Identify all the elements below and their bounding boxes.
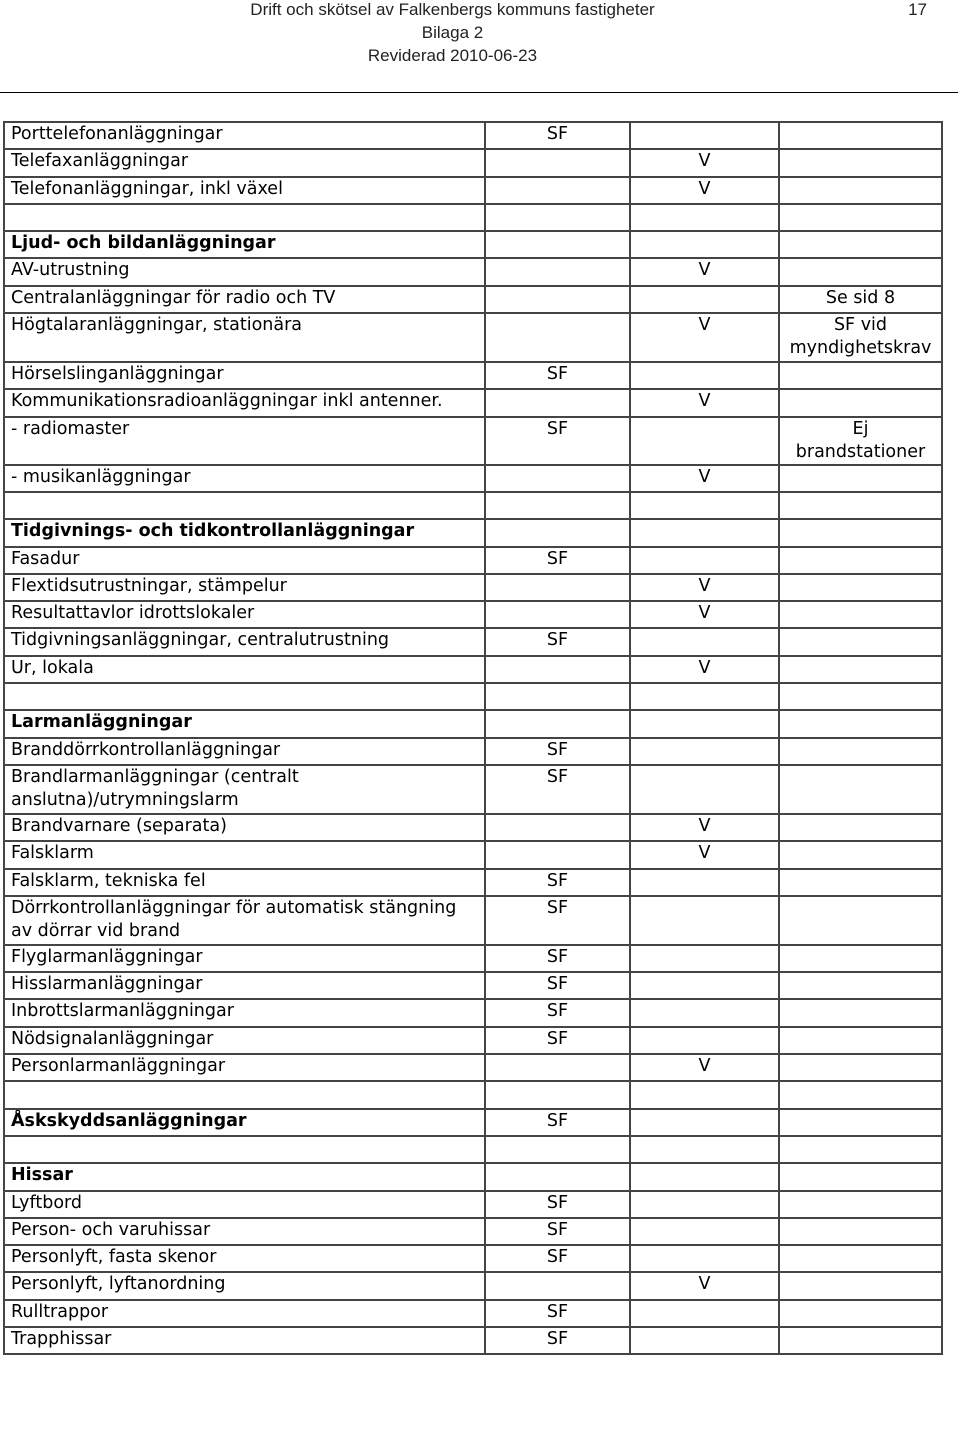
note-cell (779, 945, 942, 972)
note-cell (779, 999, 942, 1026)
table-row (4, 547, 942, 574)
sf-cell: SF (485, 972, 630, 999)
item-name-cell (4, 683, 485, 710)
item-name-cell (4, 492, 485, 519)
sf-cell: SF (485, 1218, 630, 1245)
sf-cell: SF (485, 765, 630, 814)
item-name-cell: Brandvarnare (separata) (4, 814, 485, 841)
v-cell (630, 1081, 779, 1108)
item-name-cell: Hissar (4, 1163, 485, 1190)
item-name-cell: Åskskyddsanläggningar (4, 1109, 485, 1136)
item-name-cell (4, 1136, 485, 1163)
item-name-cell (4, 1081, 485, 1108)
note-cell (779, 683, 942, 710)
item-name-cell: Telefaxanläggningar (4, 149, 485, 176)
note-cell (779, 628, 942, 655)
v-cell: V (630, 177, 779, 204)
note-cell (779, 122, 942, 149)
item-name-cell: Personlyft, fasta skenor (4, 1245, 485, 1272)
table-row (4, 1081, 942, 1108)
note-cell (779, 204, 942, 231)
table-row (4, 1027, 942, 1054)
sf-cell (485, 204, 630, 231)
sf-cell (485, 1081, 630, 1108)
item-name-cell: Falsklarm (4, 841, 485, 868)
v-cell: V (630, 149, 779, 176)
v-cell (630, 945, 779, 972)
table-row (4, 492, 942, 519)
table-row (4, 1136, 942, 1163)
note-cell (779, 841, 942, 868)
table-row (4, 1054, 942, 1081)
table-row (4, 896, 942, 945)
item-name-cell: Rulltrappor (4, 1300, 485, 1327)
table-row (4, 945, 942, 972)
table-row (4, 1245, 942, 1272)
table-row (4, 389, 942, 416)
sf-cell: SF (485, 1191, 630, 1218)
v-cell (630, 1245, 779, 1272)
sf-cell: SF (485, 628, 630, 655)
table-row (4, 574, 942, 601)
note-cell (779, 656, 942, 683)
note-cell (779, 1027, 942, 1054)
sf-cell: SF (485, 738, 630, 765)
v-cell: V (630, 814, 779, 841)
note-cell (779, 1300, 942, 1327)
table-row (4, 1109, 942, 1136)
sf-cell (485, 656, 630, 683)
table-row (4, 122, 942, 149)
note-cell (779, 1054, 942, 1081)
table-body (4, 122, 942, 1354)
revision-date: Reviderad 2010-06-23 (367, 46, 538, 65)
sf-cell (485, 231, 630, 258)
note-cell (779, 1272, 942, 1299)
item-name-cell: Nödsignalanläggningar (4, 1027, 485, 1054)
v-cell (630, 1109, 779, 1136)
sf-cell (485, 814, 630, 841)
document-title: Drift och skötsel av Falkenbergs kommuns fastigheter (250, 0, 655, 19)
responsibility-table (3, 121, 943, 1355)
v-cell (630, 547, 779, 574)
sf-cell (485, 286, 630, 313)
v-cell (630, 628, 779, 655)
sf-cell: SF (485, 1327, 630, 1354)
sf-cell (485, 492, 630, 519)
item-name-cell: Resultattavlor idrottslokaler (4, 601, 485, 628)
note-cell (779, 231, 942, 258)
sf-cell: SF (485, 896, 630, 945)
v-cell: V (630, 1054, 779, 1081)
note-cell (779, 1218, 942, 1245)
v-cell (630, 204, 779, 231)
item-name-cell: Inbrottslarmanläggningar (4, 999, 485, 1026)
sf-cell: SF (485, 1300, 630, 1327)
item-name-cell: Larmanläggningar (4, 710, 485, 737)
v-cell (630, 869, 779, 896)
item-name-cell: Hisslarmanläggningar (4, 972, 485, 999)
v-cell (630, 972, 779, 999)
v-cell (630, 896, 779, 945)
table-row (4, 417, 942, 465)
table-row (4, 656, 942, 683)
item-name-cell: Dörrkontrollanläggningar för automatisk stängning av dörrar vid brand (4, 896, 485, 945)
table-row (4, 869, 942, 896)
v-cell: V (630, 258, 779, 285)
v-cell (630, 765, 779, 814)
item-name-cell: Tidgivnings- och tidkontrollanläggningar (4, 519, 485, 546)
v-cell (630, 1218, 779, 1245)
table-row (4, 258, 942, 285)
sf-cell (485, 177, 630, 204)
v-cell (630, 122, 779, 149)
table-row (4, 999, 942, 1026)
table-row (4, 286, 942, 313)
table-row (4, 1300, 942, 1327)
table-row (4, 1327, 942, 1354)
v-cell: V (630, 574, 779, 601)
table-row (4, 204, 942, 231)
sf-cell (485, 313, 630, 362)
item-name-cell: Person- och varuhissar (4, 1218, 485, 1245)
item-name-cell: Fasadur (4, 547, 485, 574)
sf-cell: SF (485, 122, 630, 149)
sf-cell (485, 1054, 630, 1081)
table-row (4, 362, 942, 389)
v-cell (630, 1191, 779, 1218)
note-cell (779, 1245, 942, 1272)
table-row (4, 1272, 942, 1299)
table-row (4, 465, 942, 492)
note-cell (779, 547, 942, 574)
note-cell (779, 362, 942, 389)
v-cell (630, 231, 779, 258)
note-cell (779, 738, 942, 765)
sf-cell: SF (485, 1245, 630, 1272)
table-row (4, 738, 942, 765)
table-row (4, 814, 942, 841)
v-cell (630, 1027, 779, 1054)
v-cell: V (630, 656, 779, 683)
sf-cell: SF (485, 1109, 630, 1136)
note-cell (779, 1327, 942, 1354)
page-header (0, 0, 960, 93)
table-row (4, 177, 942, 204)
note-cell (779, 177, 942, 204)
v-cell: V (630, 1272, 779, 1299)
sf-cell (485, 465, 630, 492)
note-cell (779, 1191, 942, 1218)
item-name-cell: Falsklarm, tekniska fel (4, 869, 485, 896)
sf-cell (485, 574, 630, 601)
item-name-cell: Flyglarmanläggningar (4, 945, 485, 972)
note-cell (779, 814, 942, 841)
note-cell (779, 869, 942, 896)
note-cell (779, 1109, 942, 1136)
v-cell (630, 1163, 779, 1190)
note-cell: SF vid myndighetskrav (779, 313, 942, 362)
v-cell (630, 1327, 779, 1354)
v-cell (630, 286, 779, 313)
sf-cell (485, 710, 630, 737)
note-cell (779, 896, 942, 945)
appendix-label: Bilaga 2 (421, 23, 484, 42)
item-name-cell: Telefonanläggningar, inkl växel (4, 177, 485, 204)
sf-cell (485, 601, 630, 628)
v-cell (630, 683, 779, 710)
table-row (4, 601, 942, 628)
item-name-cell: Ljud- och bildanläggningar (4, 231, 485, 258)
table-row (4, 149, 942, 176)
note-cell (779, 465, 942, 492)
v-cell (630, 519, 779, 546)
item-name-cell: Flextidsutrustningar, stämpelur (4, 574, 485, 601)
sf-cell (485, 1272, 630, 1299)
v-cell: V (630, 313, 779, 362)
sf-cell (485, 1136, 630, 1163)
v-cell (630, 1136, 779, 1163)
v-cell (630, 492, 779, 519)
item-name-cell: AV-utrustning (4, 258, 485, 285)
item-name-cell: Personlarmanläggningar (4, 1054, 485, 1081)
sf-cell: SF (485, 945, 630, 972)
sf-cell: SF (485, 1027, 630, 1054)
item-name-cell: Lyftbord (4, 1191, 485, 1218)
note-cell: Se sid 8 (779, 286, 942, 313)
item-name-cell: Högtalaranläggningar, stationära (4, 313, 485, 362)
item-name-cell: - musikanläggningar (4, 465, 485, 492)
note-cell (779, 574, 942, 601)
v-cell: V (630, 601, 779, 628)
table-row (4, 1191, 942, 1218)
sf-cell (485, 258, 630, 285)
table-row (4, 313, 942, 362)
v-cell (630, 999, 779, 1026)
note-cell (779, 1136, 942, 1163)
v-cell (630, 738, 779, 765)
table-row (4, 1163, 942, 1190)
page-number: 17 (908, 0, 927, 19)
note-cell: Ej brandstationer (779, 417, 942, 465)
item-name-cell: Hörselslinganläggningar (4, 362, 485, 389)
v-cell (630, 362, 779, 389)
item-name-cell (4, 204, 485, 231)
item-name-cell: Porttelefonanläggningar (4, 122, 485, 149)
header-divider (0, 92, 958, 93)
v-cell (630, 417, 779, 465)
sf-cell (485, 841, 630, 868)
table-row (4, 628, 942, 655)
sf-cell (485, 149, 630, 176)
sf-cell (485, 1163, 630, 1190)
table-row (4, 710, 942, 737)
note-cell (779, 258, 942, 285)
note-cell (779, 710, 942, 737)
note-cell (779, 519, 942, 546)
note-cell (779, 389, 942, 416)
item-name-cell: Kommunikationsradioanläggningar inkl antenner. (4, 389, 485, 416)
item-name-cell: - radiomaster (4, 417, 485, 465)
v-cell (630, 1300, 779, 1327)
item-name-cell: Branddörrkontrollanläggningar (4, 738, 485, 765)
note-cell (779, 149, 942, 176)
v-cell (630, 710, 779, 737)
note-cell (779, 972, 942, 999)
sf-cell: SF (485, 417, 630, 465)
v-cell: V (630, 465, 779, 492)
table-row (4, 231, 942, 258)
item-name-cell: Tidgivningsanläggningar, centralutrustning (4, 628, 485, 655)
note-cell (779, 601, 942, 628)
sf-cell: SF (485, 547, 630, 574)
table-row (4, 841, 942, 868)
v-cell: V (630, 389, 779, 416)
sf-cell (485, 389, 630, 416)
table-row (4, 765, 942, 814)
table-row (4, 683, 942, 710)
item-name-cell: Ur, lokala (4, 656, 485, 683)
table-row (4, 519, 942, 546)
sf-cell (485, 683, 630, 710)
sf-cell (485, 519, 630, 546)
v-cell: V (630, 841, 779, 868)
table-row (4, 972, 942, 999)
item-name-cell: Brandlarmanläggningar (centralt anslutna)/utrymningslarm (4, 765, 485, 814)
sf-cell: SF (485, 869, 630, 896)
sf-cell: SF (485, 362, 630, 389)
sf-cell: SF (485, 999, 630, 1026)
note-cell (779, 1163, 942, 1190)
item-name-cell: Personlyft, lyftanordning (4, 1272, 485, 1299)
note-cell (779, 1081, 942, 1108)
item-name-cell: Centralanläggningar för radio och TV (4, 286, 485, 313)
note-cell (779, 765, 942, 814)
table-row (4, 1218, 942, 1245)
item-name-cell: Trapphissar (4, 1327, 485, 1354)
note-cell (779, 492, 942, 519)
